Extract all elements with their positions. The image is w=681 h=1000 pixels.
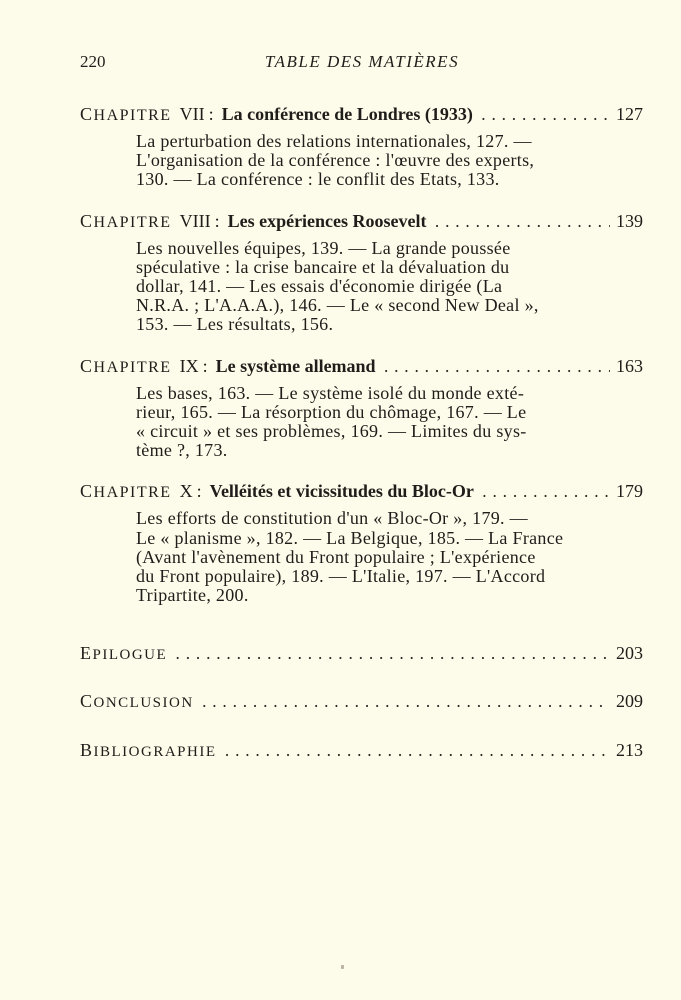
- summary-line: L'organisation de la conférence : l'œuvre des experts,: [136, 150, 535, 171]
- dot-leader: [482, 481, 610, 503]
- toc-conclusion: [80, 690, 643, 714]
- summary-line: La perturbation des relations internationales, 127. —: [136, 131, 532, 151]
- summary-line: spéculative : la crise bancaire et la dévaluation du: [136, 256, 510, 277]
- summary-line: tème ?, 173.: [136, 440, 228, 461]
- chapter-separator: :: [208, 104, 214, 124]
- chapter-number: IX: [179, 355, 199, 376]
- summary-line: Les bases, 163. — Le système isolé du monde exté-: [136, 382, 525, 403]
- running-title: TABLE DES MATIÈRES: [264, 52, 460, 71]
- toc-bibliography: [80, 739, 643, 763]
- chapter-summary: [136, 384, 643, 461]
- summary-line: (Avant l'avènement du Front populaire ; L'expérience: [136, 546, 536, 567]
- chapter-number: X: [179, 481, 193, 502]
- dot-leader: [175, 643, 610, 665]
- toc-chapter: [80, 355, 643, 461]
- chapter-summary: [136, 132, 643, 190]
- chapter-separator: :: [202, 355, 208, 376]
- chapter-label: CHAPITRE: [80, 355, 172, 376]
- dot-leader: [202, 691, 610, 713]
- chapter-title: Les expériences Roosevelt: [227, 210, 427, 231]
- bibliography-label: BIBLIOGRAPHIE: [80, 740, 217, 760]
- summary-line: N.R.A. ; L'A.A.A.), 146. — Le « second New Deal »,: [136, 295, 539, 316]
- chapter-label: CHAPITRE: [80, 210, 172, 231]
- chapter-title: Velléités et vicissitudes du Bloc-Or: [209, 481, 474, 502]
- dot-leader: [435, 211, 610, 233]
- chapter-heading: [80, 103, 643, 127]
- summary-line: 130. — La conférence : le conflit des Etats, 133.: [136, 169, 500, 190]
- chapter-number: VIII: [179, 210, 211, 231]
- chapter-page: 139: [616, 210, 643, 231]
- chapter-label: CHAPITRE: [80, 481, 172, 502]
- chapter-title: Le système allemand: [215, 355, 376, 376]
- epilogue-label: EPILOGUE: [80, 643, 168, 663]
- chapter-heading: [80, 480, 643, 504]
- chapter-separator: :: [196, 481, 202, 502]
- chapter-summary: [136, 509, 643, 605]
- conclusion-page: 209: [616, 691, 643, 711]
- page-header: [80, 52, 644, 76]
- toc-chapter: [80, 103, 643, 190]
- summary-line: du Front populaire), 189. — L'Italie, 197. — L'Accord: [136, 566, 546, 587]
- chapter-page: 127: [616, 104, 643, 124]
- bibliography-page: 213: [616, 740, 643, 760]
- chapter-heading: [80, 210, 643, 234]
- summary-line: Le « planisme », 182. — La Belgique, 185. — La France: [136, 527, 564, 548]
- summary-line: 153. — Les résultats, 156.: [136, 314, 334, 335]
- toc-epilogue: [80, 642, 643, 666]
- summary-line: Les nouvelles équipes, 139. — La grande poussée: [136, 237, 511, 258]
- dot-leader: [384, 356, 610, 378]
- table-of-contents: [80, 103, 643, 625]
- page-number: 220: [80, 52, 106, 71]
- conclusion-label: CONCLUSION: [80, 691, 194, 711]
- dot-leader: [481, 104, 610, 126]
- chapter-label: CHAPITRE: [80, 104, 172, 124]
- summary-line: dollar, 141. — Les essais d'économie dirigée (La: [136, 276, 503, 297]
- chapter-separator: :: [214, 210, 220, 231]
- chapter-number: VII: [179, 104, 205, 124]
- summary-line: rieur, 165. — La résorption du chômage, 167. — Le: [136, 401, 527, 422]
- summary-line: Les efforts de constitution d'un « Bloc-Or », 179. —: [136, 508, 528, 529]
- summary-line: « circuit » et ses problèmes, 169. — Limites du sys-: [136, 421, 527, 442]
- summary-line: Tripartite, 200.: [136, 585, 249, 606]
- chapter-page: 163: [616, 355, 643, 376]
- paper-speck: [341, 965, 344, 969]
- chapter-page: 179: [616, 481, 643, 502]
- chapter-summary: [136, 239, 643, 335]
- dot-leader: [225, 740, 610, 762]
- chapter-heading: [80, 355, 643, 379]
- toc-chapter: [80, 210, 643, 335]
- toc-chapter: [80, 480, 643, 605]
- epilogue-page: 203: [616, 643, 643, 663]
- chapter-title: La conférence de Londres (1933): [221, 104, 473, 124]
